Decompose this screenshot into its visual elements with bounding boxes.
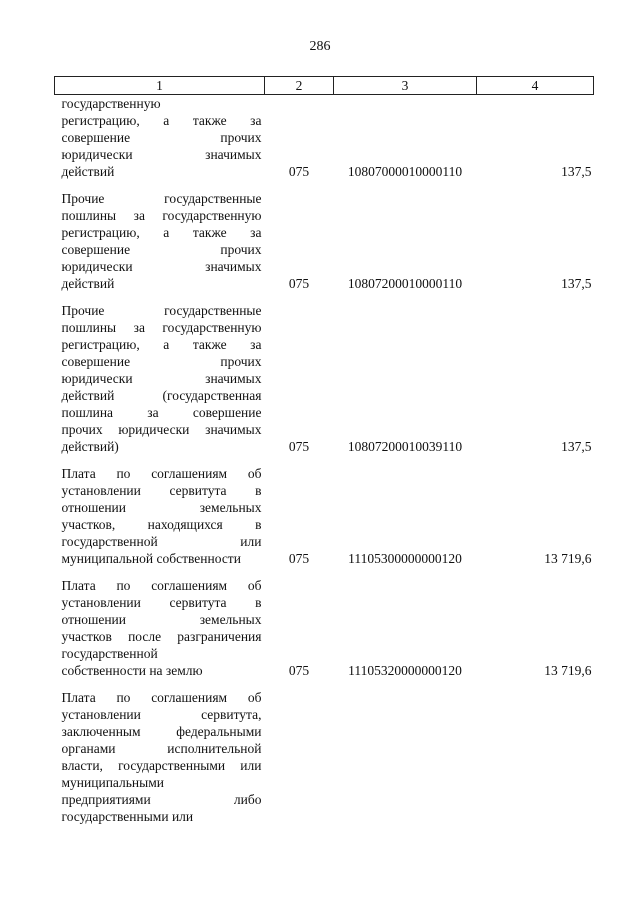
- row-spacer: [55, 455, 594, 465]
- row-description: [55, 302, 265, 455]
- row-spacer: [55, 567, 594, 577]
- description-line: государственной: [61, 646, 158, 661]
- description-line: совершение прочих: [61, 354, 262, 369]
- table-row: [55, 577, 594, 679]
- row-description: [55, 577, 265, 679]
- row-admin-code: 075: [288, 551, 310, 566]
- row-budget-code-cell: [334, 465, 477, 567]
- row-admin-code: 075: [288, 276, 310, 291]
- description-line: заключенным федеральными: [61, 724, 262, 739]
- row-budget-code: 11105300000000120: [348, 551, 462, 566]
- description-line: действий): [61, 439, 119, 454]
- row-amount: 137,5: [561, 164, 592, 179]
- row-admin-code-cell: [265, 190, 334, 292]
- description-line: совершение прочих: [61, 130, 262, 145]
- row-amount: 137,5: [561, 276, 592, 291]
- row-spacer: [55, 292, 594, 302]
- description-line: власти, государственными или: [61, 758, 262, 773]
- description-line: прочих юридически значимых: [61, 422, 262, 437]
- row-amount: 13 719,6: [544, 663, 592, 678]
- row-description: [55, 689, 265, 825]
- row-budget-code: 11105320000000120: [348, 663, 462, 678]
- description-line: юридически значимых: [61, 371, 262, 386]
- row-amount: 137,5: [561, 439, 592, 454]
- description-line: юридически значимых: [61, 259, 262, 274]
- table-row: [55, 689, 594, 825]
- row-spacer-cell: [55, 292, 594, 302]
- description-line: действий (государственная: [61, 388, 262, 403]
- row-admin-code-cell: [265, 577, 334, 679]
- row-budget-code: 10807200010039110: [347, 439, 463, 454]
- row-admin-code: 075: [288, 439, 310, 454]
- row-amount-cell: [477, 465, 594, 567]
- description-line: муниципальными: [61, 775, 164, 790]
- row-budget-code: 10807200010000110: [347, 276, 463, 291]
- row-admin-code-cell: [265, 302, 334, 455]
- row-amount: [477, 808, 592, 825]
- row-spacer-cell: [55, 180, 594, 190]
- description-line: органами исполнительной: [61, 741, 262, 756]
- row-spacer-cell: [55, 679, 594, 689]
- row-spacer-cell: [55, 455, 594, 465]
- row-admin-code: [265, 808, 334, 825]
- header-col-1: 1: [55, 77, 265, 95]
- description-line: установлении сервитута в: [61, 595, 262, 610]
- budget-revenue-table: [54, 76, 594, 825]
- table-row: [55, 190, 594, 292]
- description-line: отношении земельных: [61, 612, 262, 627]
- description-line: пошлина за совершение: [61, 405, 262, 420]
- table-row: [55, 95, 594, 181]
- header-col-2: 2: [265, 77, 334, 95]
- description-line: пошлины за государственную: [61, 320, 262, 335]
- row-admin-code-cell: [265, 95, 334, 181]
- row-description: [55, 190, 265, 292]
- row-spacer: [55, 679, 594, 689]
- row-amount-cell: [477, 577, 594, 679]
- header-col-3: 3: [334, 77, 477, 95]
- row-budget-code-cell: [334, 689, 477, 825]
- table-row: [55, 302, 594, 455]
- row-budget-code-cell: [334, 190, 477, 292]
- row-admin-code-cell: [265, 465, 334, 567]
- row-description: [55, 95, 265, 181]
- row-budget-code-cell: [334, 577, 477, 679]
- row-admin-code: 075: [288, 164, 310, 179]
- description-line: муниципальной собственности: [61, 551, 241, 566]
- description-line: совершение прочих: [61, 242, 262, 257]
- row-description: [55, 465, 265, 567]
- description-line: установлении сервитута в: [61, 483, 262, 498]
- description-line: государственной или: [61, 534, 262, 549]
- description-line: отношении земельных: [61, 500, 262, 515]
- description-line: юридически значимых: [61, 147, 262, 162]
- row-admin-code: 075: [288, 663, 310, 678]
- page-number: 286: [309, 39, 331, 54]
- description-line: действий: [61, 276, 115, 291]
- row-amount-cell: [477, 689, 594, 825]
- description-line: пошлины за государственную: [61, 208, 262, 223]
- description-line: регистрацию, а также за: [61, 337, 262, 352]
- row-budget-code: [334, 808, 477, 825]
- row-budget-code-cell: [334, 302, 477, 455]
- description-line: собственности на землю: [61, 663, 203, 678]
- row-budget-code-cell: [334, 95, 477, 181]
- row-amount-cell: [477, 190, 594, 292]
- description-line: участков, находящихся в: [61, 517, 262, 532]
- description-line: участков после разграничения: [61, 629, 262, 644]
- description-line: Плата по соглашениям об: [61, 578, 262, 593]
- row-admin-code-cell: [265, 689, 334, 825]
- description-line: Плата по соглашениям об: [61, 466, 262, 481]
- header-col-4: 4: [477, 77, 594, 95]
- row-spacer-cell: [55, 567, 594, 577]
- description-line: действий: [61, 164, 115, 179]
- description-line: регистрацию, а также за: [61, 225, 262, 240]
- row-spacer: [55, 180, 594, 190]
- table-header-row: [55, 77, 594, 95]
- description-line: установлении сервитута,: [61, 707, 262, 722]
- description-line: Прочие государственные: [61, 303, 262, 318]
- description-line: Плата по соглашениям об: [61, 690, 262, 705]
- description-line: государственными или: [61, 809, 194, 824]
- row-amount: 13 719,6: [544, 551, 592, 566]
- description-line: предприятиями либо: [61, 792, 262, 807]
- description-line: регистрацию, а также за: [61, 113, 262, 128]
- row-amount-cell: [477, 95, 594, 181]
- row-budget-code: 10807000010000110: [347, 164, 463, 179]
- description-line: государственную: [61, 96, 161, 111]
- row-amount-cell: [477, 302, 594, 455]
- description-line: Прочие государственные: [61, 191, 262, 206]
- table-row: [55, 465, 594, 567]
